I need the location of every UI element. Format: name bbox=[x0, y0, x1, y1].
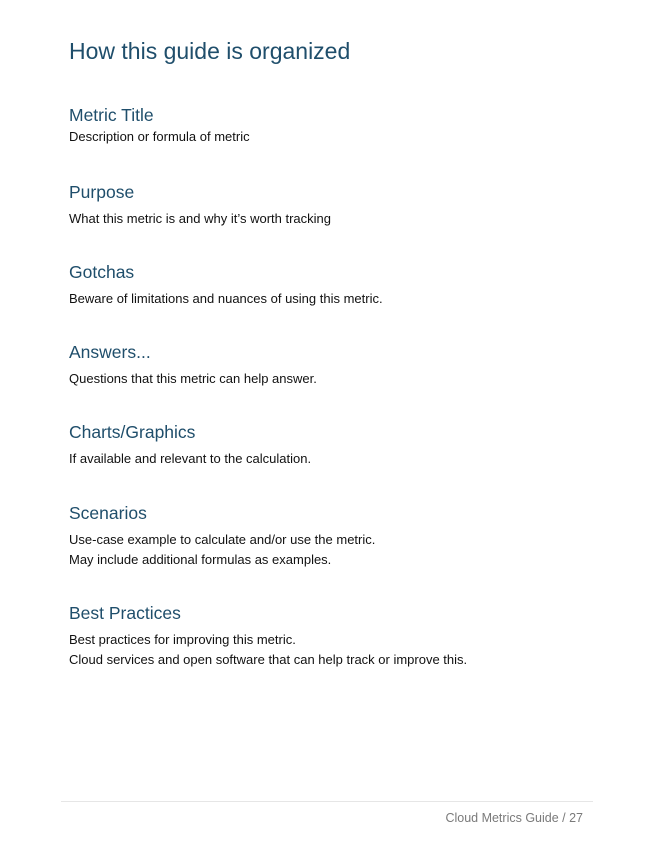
section-gotchas bbox=[69, 261, 609, 309]
section-heading: Gotchas bbox=[69, 262, 135, 282]
section-description: May include additional formulas as examples. bbox=[69, 552, 332, 567]
section-purpose bbox=[69, 181, 609, 229]
section-heading: Purpose bbox=[69, 182, 135, 202]
section-description: Description or formula of metric bbox=[69, 129, 250, 144]
section-description: Beware of limitations and nuances of using this metric. bbox=[69, 291, 383, 306]
section-description: Cloud services and open software that can help track or improve this. bbox=[69, 652, 468, 667]
section-heading: Best Practices bbox=[69, 603, 181, 623]
section-heading: Scenarios bbox=[69, 503, 147, 523]
section-description: What this metric is and why it’s worth tracking bbox=[69, 211, 332, 226]
section-heading: Answers... bbox=[69, 342, 151, 362]
section-scenarios bbox=[69, 502, 609, 570]
section-charts-graphics bbox=[69, 421, 609, 469]
section-answers bbox=[69, 341, 609, 389]
section-best-practices bbox=[69, 602, 609, 670]
section-description: If available and relevant to the calculation. bbox=[69, 451, 312, 466]
section-metric-title bbox=[69, 104, 609, 147]
footer-divider bbox=[61, 801, 593, 802]
footer-page-label: Cloud Metrics Guide / 27 bbox=[445, 811, 583, 825]
section-description: Use-case example to calculate and/or use the metric. bbox=[69, 532, 376, 547]
section-description: Questions that this metric can help answer. bbox=[69, 371, 317, 386]
section-heading: Metric Title bbox=[69, 105, 154, 125]
section-description: Best practices for improving this metric. bbox=[69, 632, 296, 647]
section-heading: Charts/Graphics bbox=[69, 422, 196, 442]
page-title: How this guide is organized bbox=[69, 38, 351, 64]
